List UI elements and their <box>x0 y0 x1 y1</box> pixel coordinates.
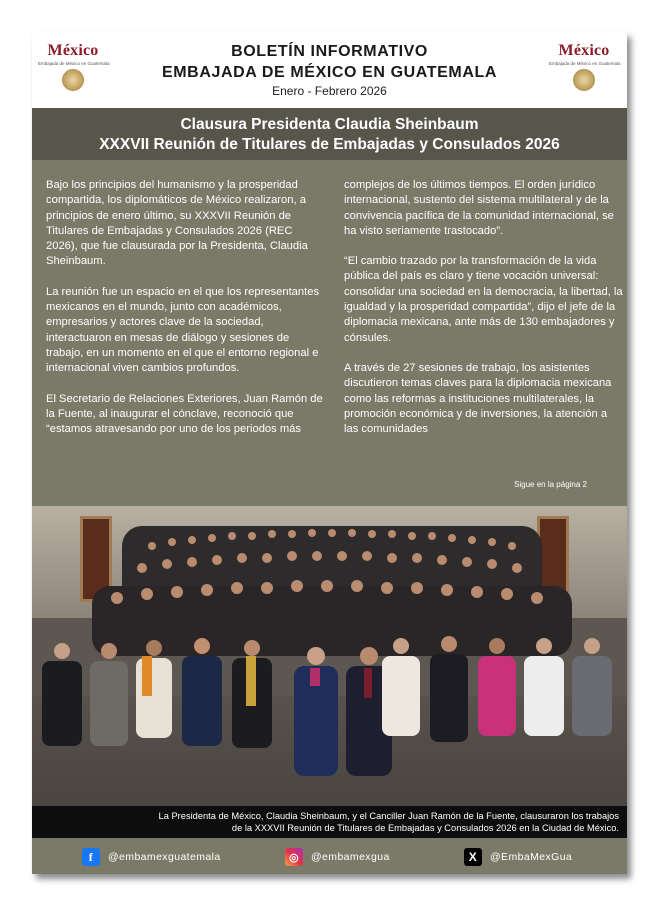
caption-line-2: de la XXXVII Reunión de Titulares de Embajadas y Consulados 2026 en la Ciudad de México. <box>231 823 619 833</box>
photo-crowd <box>32 506 627 806</box>
headline-line-2: XXXVII Reunión de Titulares de Embajadas y Consulados 2026 <box>99 136 560 153</box>
logo-subtitle: Embajada de México en Guatemala <box>549 61 621 66</box>
x-link[interactable] <box>464 847 572 867</box>
logo-subtitle: Embajada de México en Guatemala <box>38 61 110 66</box>
article-column-1 <box>46 178 326 452</box>
issue-date: Enero - Febrero 2026 <box>272 84 387 98</box>
logo-wordmark: México <box>47 42 99 59</box>
article-body <box>46 178 623 478</box>
coat-of-arms-icon <box>573 69 595 91</box>
facebook-icon: f <box>82 848 100 866</box>
crowd-back-rows <box>92 526 572 656</box>
paragraph: complejos de los últimos tiempos. El orden jurídico internacional, sustento del sistema multilateral y de la convivencia pacífica de la comunidad internacional, se ha visto seriamente trastocado”. <box>344 179 614 237</box>
header <box>32 32 627 108</box>
paragraph: “El cambio trazado por la transformación de la vida pública del país es claro y tiene vocación universal: consolidar una sociedad en la democracia, la libertad, la igualdad y la prosperidad compartida”, dijo el jefe de la diplomacia mexicana, ante más de 130 embajadores y cónsules. <box>344 255 623 344</box>
logo-right <box>549 42 619 91</box>
paragraph: A través de 27 sesiones de trabajo, los asistentes discutieron temas claves para la diplomacia mexicana como las reformas a instituciones multilaterales, la promoción económica y de inversiones, la atención a las comunidades <box>344 361 612 436</box>
article-column-2 <box>344 178 624 452</box>
group-photo <box>32 506 627 806</box>
paragraph: Bajo los principios del humanismo y la prosperidad compartida, los diplomáticos de México realizaron, a principios de enero último, su XXXVII Reunión de Titulares de Embajadas y Consulados 2026 (REC 2026), que fue clausurada por la Presidenta, Claudia Sheinbaum. <box>46 179 308 268</box>
coat-of-arms-icon <box>62 69 84 91</box>
instagram-icon: ◎ <box>285 848 303 866</box>
instagram-handle: @embamexgua <box>311 851 390 863</box>
caption-text <box>159 810 619 834</box>
bulletin-title: BOLETÍN INFORMATIVO <box>231 43 428 60</box>
x-icon: X <box>464 848 482 866</box>
continued-note: Sigue en la página 2 <box>514 480 587 489</box>
newsletter-page <box>32 32 627 874</box>
facebook-link[interactable] <box>82 847 221 867</box>
headline-bar <box>32 108 627 160</box>
paragraph: El Secretario de Relaciones Exteriores, Juan Ramón de la Fuente, al inaugurar el cónclave, reconoció que “estamos atravesando por uno de los periodos más <box>46 392 323 436</box>
x-handle: @EmbaMexGua <box>490 851 573 863</box>
social-footer <box>32 838 627 874</box>
embassy-title: EMBAJADA DE MÉXICO EN GUATEMALA <box>161 64 498 81</box>
headline-line-1: Clausura Presidenta Claudia Sheinbaum <box>180 116 479 133</box>
instagram-link[interactable] <box>285 847 390 867</box>
logo-left <box>38 42 108 91</box>
crowd-front-row <box>42 636 612 776</box>
caption-line-1: La Presidenta de México, Claudia Sheinbaum, y el Canciller Juan Ramón de la Fuente, clausuraron los trabajos <box>158 811 619 821</box>
facebook-handle: @embamexguatemala <box>108 851 221 863</box>
paragraph: La reunión fue un espacio en el que los representantes mexicanos en el mundo, junto con académicos, empresarios y actores clave de la sociedad, interactuaron en mesas de diálogo y sesiones de trabajo, en un momento en el que el entorno regional e internacional viven cambios profundos. <box>46 285 320 375</box>
photo-caption <box>32 806 627 838</box>
logo-wordmark: México <box>558 42 610 59</box>
